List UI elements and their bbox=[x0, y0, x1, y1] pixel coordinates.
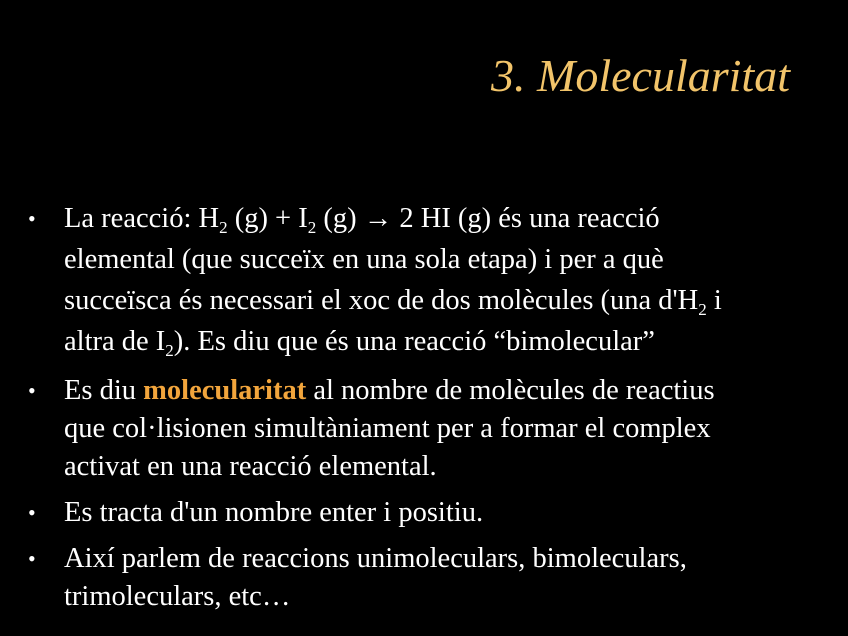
bullet-line: Així parlem de reaccions unimoleculars, bimoleculars, bbox=[64, 543, 687, 574]
bullet-icon: • bbox=[28, 500, 36, 525]
subscript: 2 bbox=[698, 300, 707, 319]
bullet-line bbox=[64, 198, 828, 239]
bullet-line: trimoleculars, etc… bbox=[64, 581, 291, 612]
bullet-line: que col·lisionen simultàniament per a formar el complex bbox=[64, 413, 711, 444]
bullet-item-reaction bbox=[28, 198, 828, 362]
bullet-icon: • bbox=[28, 206, 36, 231]
text-run: al nombre de molècules de reactius bbox=[306, 375, 715, 406]
bullet-line bbox=[64, 372, 828, 410]
bullet-item-integer bbox=[28, 494, 828, 532]
highlighted-term: molecularitat bbox=[143, 375, 307, 406]
bullet-icon: • bbox=[28, 546, 36, 571]
subscript: 2 bbox=[165, 341, 174, 360]
subscript: 2 bbox=[307, 218, 317, 237]
bullet-icon: • bbox=[28, 378, 36, 403]
bullet-list bbox=[28, 198, 828, 624]
subscript: 2 bbox=[219, 218, 228, 237]
bullet-item-types bbox=[28, 540, 828, 616]
bullet-line: activat en una reacció elemental. bbox=[64, 451, 437, 482]
text-run: (g) + I bbox=[227, 203, 308, 234]
text-run: La reacció: H bbox=[64, 203, 220, 234]
text-run: ). Es diu que és una reacció “bimolecular” bbox=[173, 326, 655, 357]
bullet-line: Es tracta d'un nombre enter i positiu. bbox=[64, 497, 484, 528]
bullet-item-definition bbox=[28, 372, 828, 486]
text-run: succeïsca és necessari el xoc de dos molècules (una d'H bbox=[64, 285, 699, 316]
bullet-line bbox=[64, 321, 828, 362]
text-run: (g) → 2 HI (g) és una reacció bbox=[316, 203, 660, 234]
text-run: Es diu bbox=[64, 375, 144, 406]
bullet-line: elemental (que succeïx en una sola etapa) i per a què bbox=[64, 244, 664, 275]
text-run: i bbox=[706, 285, 722, 316]
bullet-line bbox=[64, 280, 828, 321]
slide-title: 3. Molecularitat bbox=[491, 50, 790, 101]
text-run: altra de I bbox=[64, 326, 166, 357]
